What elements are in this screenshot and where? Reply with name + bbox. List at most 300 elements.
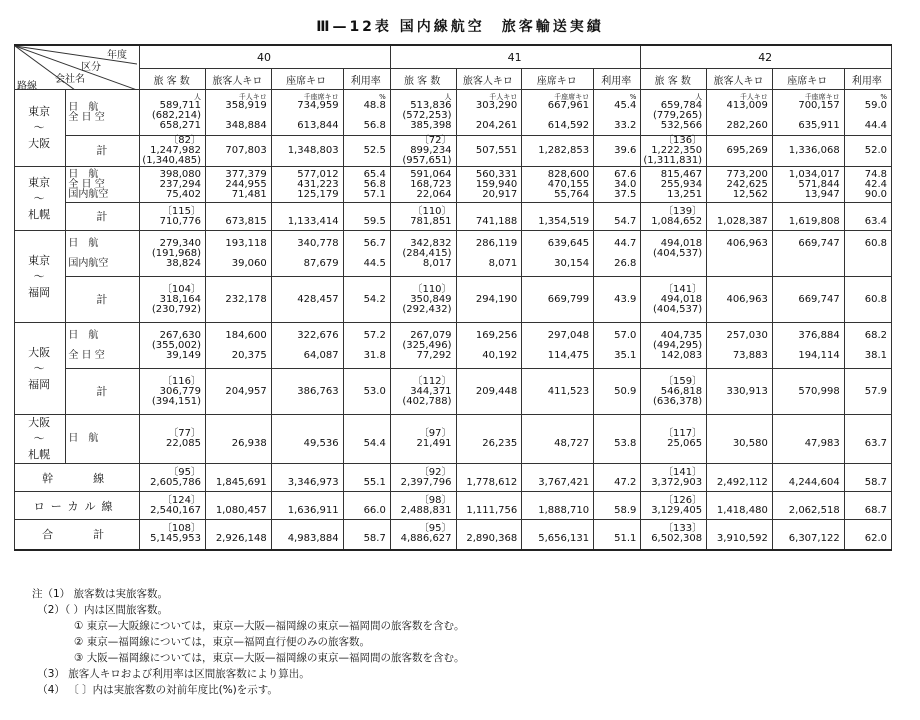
value: 169,256: [475, 329, 518, 341]
header-kaisha: 会社名: [55, 74, 85, 85]
value: 26,938: [231, 438, 267, 449]
value: [459, 305, 518, 315]
value: [847, 468, 887, 478]
value-cell: [772, 492, 844, 520]
value-cell: [522, 323, 594, 369]
value: 60.8: [864, 293, 887, 305]
value: 114,475: [547, 349, 590, 361]
value-cell: [594, 277, 641, 323]
header-nendo: 年度: [107, 50, 127, 61]
value: [847, 259, 887, 269]
value: (779,265): [652, 110, 703, 121]
value: 59.0: [864, 100, 887, 111]
value: [775, 156, 840, 166]
note-2-2: ② 東京—福岡線については，東京—福岡直行便のみの旅客数。: [74, 636, 371, 648]
value: 55.1: [363, 476, 386, 488]
table-row: [15, 520, 892, 550]
value: [596, 156, 636, 166]
value-cell: [641, 167, 707, 203]
company-name: 日 航: [68, 237, 99, 249]
route-name-part: 札幌: [28, 448, 51, 461]
value-cell: [140, 277, 206, 323]
table-row: [15, 464, 892, 492]
value: 48.8: [363, 100, 386, 111]
value: (682,214): [151, 110, 201, 121]
value: [709, 496, 768, 506]
value: 546,818: [660, 385, 703, 397]
value: 494,018: [660, 293, 703, 305]
value: 560,331: [475, 168, 518, 180]
value: 56.8: [363, 178, 386, 190]
value-cell: [641, 520, 707, 550]
value: [524, 305, 589, 315]
value: 194,114: [798, 349, 840, 361]
value: 58.9: [614, 504, 637, 516]
value: 75,402: [166, 188, 201, 200]
value-cell: [641, 369, 707, 415]
col-load-factor: 利用率: [844, 69, 891, 90]
value-cell: [343, 492, 390, 520]
value-cell: [343, 415, 390, 464]
value: 57.9: [864, 385, 887, 397]
value: 56.8: [363, 120, 386, 131]
value: 667,961: [547, 100, 590, 111]
value: 38.1: [864, 349, 887, 361]
value: [775, 207, 840, 217]
value: 613,844: [297, 120, 339, 131]
company-cell: [66, 323, 140, 369]
value-cell: [772, 520, 844, 550]
company-cell: [66, 167, 140, 203]
value: [596, 377, 636, 387]
value-cell: [772, 90, 844, 136]
value: 62.0: [864, 533, 887, 545]
value: 318,164: [159, 293, 201, 305]
value: 669,799: [547, 293, 590, 305]
value-cell: [206, 369, 272, 415]
value-cell: [140, 323, 206, 369]
value: [346, 341, 386, 351]
route-name-part: 〜: [33, 121, 45, 134]
value-cell: [206, 90, 272, 136]
value: 47,983: [804, 438, 840, 449]
value: 1,133,414: [287, 215, 339, 227]
value-cell: [594, 203, 641, 231]
value: 〔82〕: [168, 135, 201, 146]
value: 282,260: [726, 120, 768, 131]
value: 66.0: [363, 504, 386, 516]
value: (404,537): [652, 303, 703, 315]
value: 〔95〕: [168, 466, 201, 478]
route-name: [15, 90, 66, 167]
value: (572,253): [402, 110, 452, 121]
value-cell: [390, 277, 456, 323]
value: 507,551: [475, 145, 518, 156]
value: 294,190: [475, 293, 518, 305]
value: [847, 496, 887, 506]
table-row: [15, 167, 892, 203]
value-cell: [844, 415, 891, 464]
value: 184,600: [225, 329, 267, 341]
value: 3,372,903: [651, 476, 703, 488]
value-cell: [641, 203, 707, 231]
col-passengers: 旅 客 数: [140, 69, 206, 90]
value-cell: [522, 136, 594, 167]
value-cell: [772, 415, 844, 464]
value-cell: [456, 167, 522, 203]
value: 73,883: [732, 349, 768, 361]
value-cell: [271, 520, 343, 550]
value-cell: [343, 277, 390, 323]
table-row: [15, 369, 892, 415]
value-cell: [522, 464, 594, 492]
value: 8,017: [422, 257, 452, 269]
unit-label: %: [629, 93, 637, 101]
value: 26,235: [482, 438, 518, 449]
value-cell: [456, 203, 522, 231]
value-cell: [271, 277, 343, 323]
company-name: 全 日 空: [68, 178, 105, 190]
value-cell: [140, 136, 206, 167]
col-passenger-km: 旅客人キロ: [206, 69, 272, 90]
value: 44.7: [614, 237, 637, 249]
value: 68.2: [864, 329, 887, 341]
value: 1,348,803: [287, 145, 339, 156]
value: [274, 305, 339, 315]
value-cell: [456, 90, 522, 136]
value: 〔97〕: [418, 428, 452, 439]
value-cell: [707, 231, 773, 277]
value: (355,002): [151, 339, 201, 351]
value: 4,886,627: [400, 533, 452, 545]
route-name-part: 〜: [33, 361, 45, 375]
summary-label: 幹 線: [15, 464, 140, 492]
value: [208, 468, 267, 478]
value: 673,815: [225, 215, 267, 227]
value: 47.2: [614, 476, 637, 488]
value: 53.8: [614, 438, 637, 449]
value: 〔92〕: [418, 466, 452, 478]
value: 1,080,457: [215, 504, 267, 516]
value-cell: [206, 464, 272, 492]
unit-label: 人: [194, 93, 201, 101]
value-cell: [271, 231, 343, 277]
value: 1,636,911: [287, 504, 339, 516]
value: (394,151): [151, 395, 201, 407]
value-cell: [844, 492, 891, 520]
value-cell: [707, 167, 773, 203]
value: [346, 156, 386, 166]
value: (402,788): [402, 395, 452, 407]
value: [274, 496, 339, 506]
company-name: 計: [96, 292, 108, 306]
value: 58.7: [864, 476, 887, 488]
value-cell: [522, 231, 594, 277]
value: 54.7: [614, 215, 637, 227]
value: (191,968): [151, 247, 201, 259]
value: [459, 156, 518, 166]
value: 494,018: [660, 237, 703, 249]
route-name-part: 東京: [28, 105, 51, 118]
value-cell: [390, 90, 456, 136]
value-cell: [707, 203, 773, 231]
value: 707,803: [225, 145, 267, 156]
value: 1,418,480: [716, 504, 768, 516]
value: [459, 377, 518, 387]
value-cell: [707, 90, 773, 136]
value: 255,934: [660, 178, 703, 190]
notes: [32, 586, 465, 698]
value-cell: [343, 520, 390, 550]
value-cell: [641, 277, 707, 323]
value: 34.0: [614, 178, 637, 190]
company-name: 日 航: [68, 101, 99, 113]
value-cell: [844, 369, 891, 415]
value: [346, 377, 386, 387]
value: 1,028,387: [716, 215, 768, 227]
value-cell: [522, 277, 594, 323]
value: 5,656,131: [538, 533, 590, 545]
value: [596, 468, 636, 478]
value: 3,767,421: [538, 476, 590, 488]
unit-label: 千人キロ: [238, 93, 267, 101]
value: 52.0: [864, 145, 887, 156]
value: 13,947: [804, 188, 840, 200]
value: 1,888,710: [538, 504, 590, 516]
value-cell: [844, 464, 891, 492]
route-name: [15, 231, 66, 323]
route-name-part: 東京: [28, 253, 51, 267]
value: 55,764: [554, 188, 590, 200]
value: [524, 156, 589, 166]
unit-label: 人: [695, 93, 703, 101]
value: [274, 397, 339, 407]
value: 193,118: [225, 237, 267, 249]
value-cell: [594, 415, 641, 464]
value: 431,223: [297, 178, 339, 190]
value: 513,836: [410, 100, 452, 111]
value: [775, 259, 840, 269]
unit-label: 人: [444, 93, 452, 101]
value-cell: [707, 464, 773, 492]
value-cell: [206, 323, 272, 369]
company-cell: [66, 369, 140, 415]
value-cell: [140, 369, 206, 415]
value: 614,592: [547, 120, 590, 131]
value: 406,963: [726, 293, 768, 305]
note-1: 注（1） 旅客数は実旅客数。: [32, 588, 169, 600]
value-cell: [140, 464, 206, 492]
value: [346, 496, 386, 506]
value-cell: [140, 90, 206, 136]
value: 386,763: [297, 385, 339, 397]
value: [208, 156, 267, 166]
value: (1,340,485): [142, 155, 201, 166]
company-name: 全 日 空: [68, 349, 105, 361]
value: 322,676: [297, 329, 339, 341]
value: [643, 259, 702, 269]
value-cell: [844, 231, 891, 277]
value: 〔110〕: [412, 205, 452, 217]
value: [208, 397, 267, 407]
value: 90.0: [864, 188, 887, 200]
value: 358,919: [225, 100, 267, 111]
value-cell: [641, 492, 707, 520]
value: 4,244,604: [788, 476, 840, 488]
value: [208, 249, 267, 259]
value: [274, 249, 339, 259]
value: [847, 377, 887, 387]
value: 20,917: [482, 188, 518, 200]
col-seat-km: 座席キロ: [522, 69, 594, 90]
value: 6,502,308: [651, 533, 703, 545]
value-cell: [390, 369, 456, 415]
value-cell: [772, 136, 844, 167]
value: 734,959: [297, 100, 339, 111]
route-name-part: 〜: [33, 269, 45, 283]
value: [596, 207, 636, 217]
value: 51.1: [614, 533, 637, 545]
col-seat-km: 座席キロ: [271, 69, 343, 90]
value: 12,562: [732, 188, 768, 200]
value-cell: [707, 520, 773, 550]
value-cell: [271, 464, 343, 492]
value: 669,747: [798, 237, 840, 249]
value: 22,085: [166, 438, 201, 449]
table-row: [15, 415, 892, 464]
header-rosen: 路線: [17, 81, 37, 92]
value: 232,178: [225, 293, 267, 305]
value: [775, 249, 840, 259]
value: 237,294: [159, 178, 201, 190]
company-name: [68, 341, 135, 351]
value: [274, 156, 339, 166]
route-name-part: 大阪: [28, 416, 51, 429]
page-title: Ⅲ—12表 国内線航空 旅客輸送実績: [316, 19, 604, 35]
value-cell: [390, 203, 456, 231]
value: 470,155: [547, 178, 590, 190]
route-name-part: 大阪: [28, 137, 51, 150]
value: 31.8: [363, 349, 386, 361]
value: 53.0: [363, 385, 386, 397]
value: 695,269: [726, 145, 768, 156]
value: 74.8: [864, 168, 887, 180]
value: 303,290: [475, 100, 518, 111]
value: 159,940: [475, 178, 518, 190]
value: [709, 207, 768, 217]
value: 54.4: [363, 438, 386, 449]
year-header-41: 41: [390, 45, 641, 69]
value-cell: [271, 167, 343, 203]
value: 13,251: [667, 188, 703, 200]
value: [346, 249, 386, 259]
value: [847, 305, 887, 315]
value-cell: [271, 203, 343, 231]
value: (284,415): [402, 247, 452, 259]
value: 30,154: [554, 257, 590, 269]
value: [459, 468, 518, 478]
value-cell: [641, 415, 707, 464]
value: 〔126〕: [663, 494, 703, 506]
value: 899,234: [410, 145, 452, 156]
value: 639,645: [547, 237, 590, 249]
value-cell: [594, 520, 641, 550]
value: 50.9: [614, 385, 637, 397]
value: 57.1: [363, 188, 386, 200]
value-cell: [343, 203, 390, 231]
col-load-factor: 利用率: [343, 69, 390, 90]
value: 348,884: [225, 120, 267, 131]
value: [208, 377, 267, 387]
note-2-3: ③ 大阪—福岡線については，東京—大阪—福岡線の東京—福岡間の旅客数を含む。: [74, 652, 465, 664]
value: 77,292: [416, 349, 452, 361]
value: [524, 285, 589, 295]
value-cell: [456, 520, 522, 550]
value: [208, 207, 267, 217]
value: 142,083: [660, 349, 703, 361]
value-cell: [343, 90, 390, 136]
col-load-factor: 利用率: [594, 69, 641, 90]
value: 2,397,796: [400, 476, 452, 488]
table-row: [15, 323, 892, 369]
value: 〔124〕: [161, 494, 201, 506]
value: 67.6: [614, 168, 637, 180]
value: [346, 397, 386, 407]
value-cell: [772, 464, 844, 492]
value: 267,630: [159, 329, 201, 341]
value: (292,432): [402, 303, 452, 315]
value: 125,179: [297, 188, 339, 200]
value-cell: [594, 90, 641, 136]
value: [847, 156, 887, 166]
note-2: （2）（ ）内は区間旅客数。: [32, 604, 169, 616]
value: 〔117〕: [663, 428, 703, 439]
value: 26.8: [614, 257, 637, 269]
value: (230,792): [151, 303, 201, 315]
value: [346, 305, 386, 315]
company-name: 日 航: [68, 329, 99, 341]
value-cell: [390, 167, 456, 203]
value: 1,247,982: [150, 145, 201, 156]
value: 44.4: [864, 120, 887, 131]
value-cell: [140, 415, 206, 464]
value-cell: [522, 203, 594, 231]
unit-label: 千座席キロ: [303, 93, 339, 101]
value-cell: [140, 167, 206, 203]
value: [274, 207, 339, 217]
value: [596, 397, 636, 407]
unit-label: %: [379, 93, 386, 101]
value: 〔115〕: [161, 205, 201, 217]
company-name: 計: [96, 144, 108, 157]
value: 330,913: [726, 385, 768, 397]
col-passenger-km: 旅客人キロ: [456, 69, 522, 90]
value-cell: [772, 203, 844, 231]
value: 〔159〕: [663, 375, 703, 387]
value-cell: [140, 231, 206, 277]
value: 571,844: [798, 178, 840, 190]
note-4: （4） 〔 〕内は実旅客数の対前年度比(%)を示す。: [32, 684, 278, 696]
company-cell: [66, 136, 140, 167]
value: 377,379: [225, 168, 267, 180]
value: (494,295): [652, 339, 703, 351]
value: 30,580: [732, 438, 768, 449]
value: [709, 285, 768, 295]
value: 385,398: [410, 120, 452, 131]
value-cell: [456, 323, 522, 369]
value: 1,222,350: [651, 145, 703, 156]
value: 376,884: [798, 329, 840, 341]
